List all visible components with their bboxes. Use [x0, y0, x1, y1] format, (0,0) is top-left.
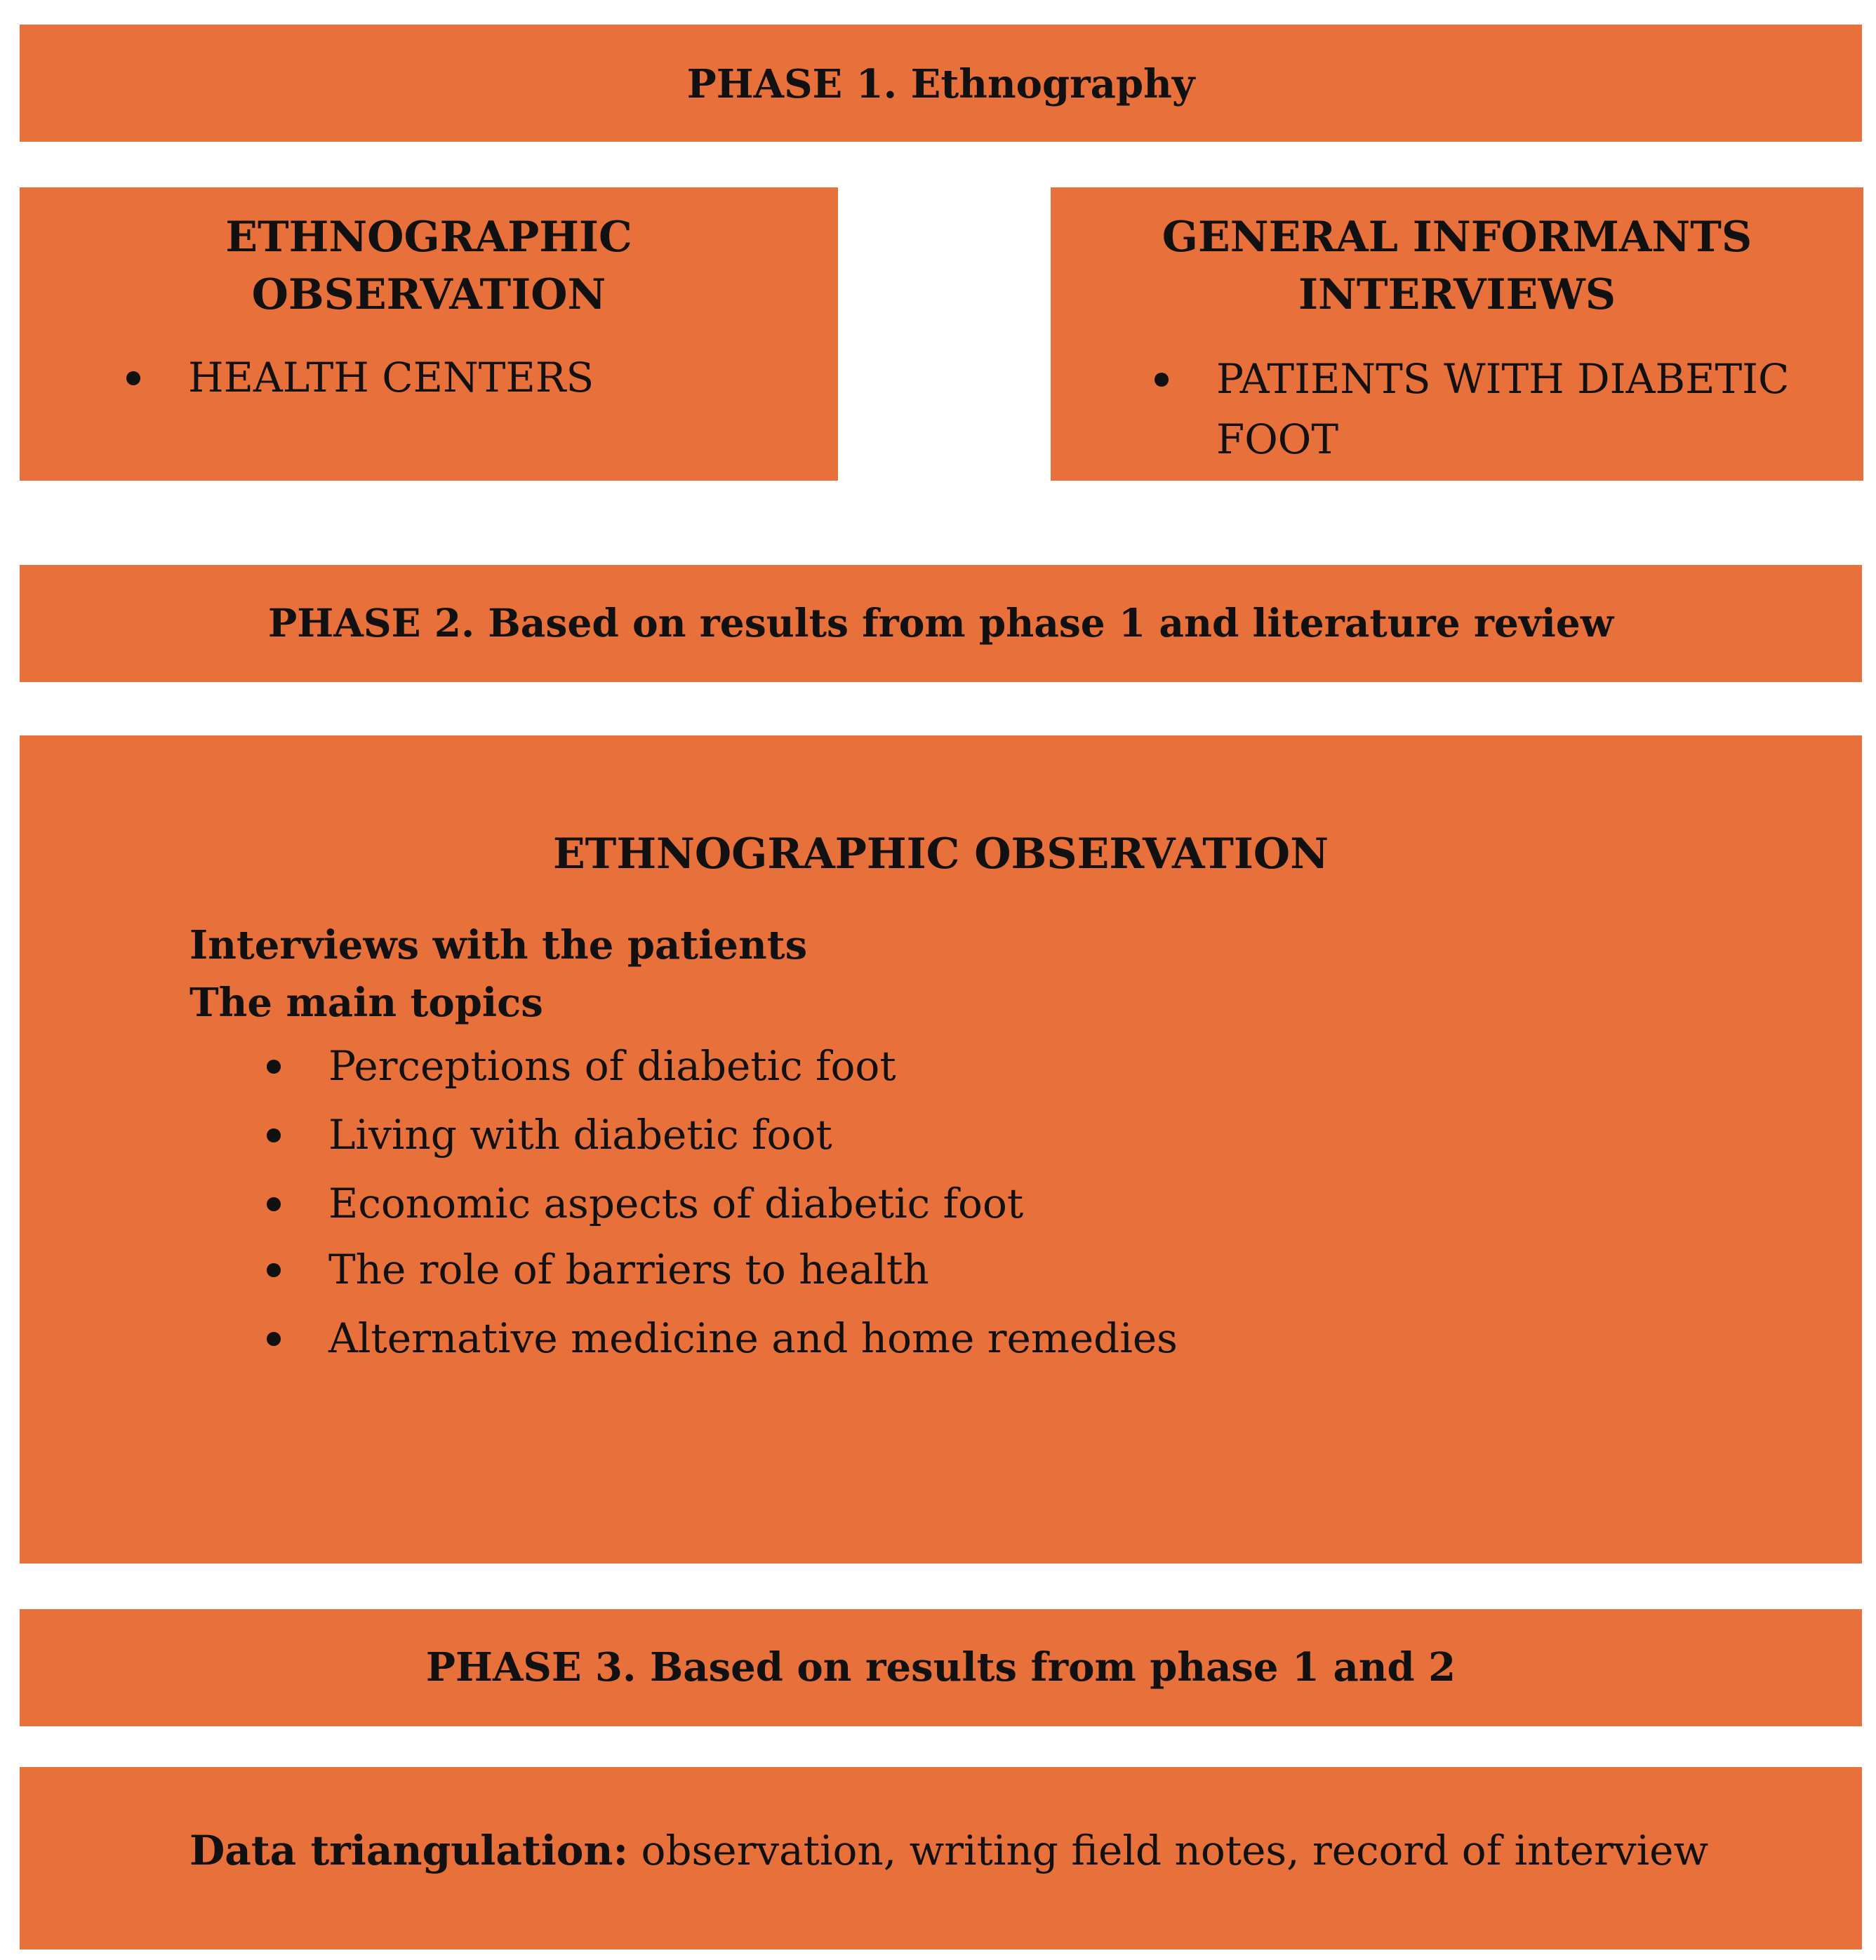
phase3-title: PHASE 3. Based on results from phase 1 and 2 — [425, 1644, 1456, 1691]
topic-living: Living with diabetic foot — [328, 1111, 832, 1159]
bullet-icon — [267, 1263, 281, 1277]
patients-diabetic-foot-line2: FOOT — [1216, 415, 1339, 463]
list-item — [328, 1037, 896, 1095]
bullet-icon — [267, 1197, 281, 1211]
phase1-title: PHASE 1. Ethnography — [686, 61, 1195, 107]
phase1-ethnographic-observation-box — [20, 187, 838, 481]
list-item — [1216, 349, 1848, 469]
bullet-icon — [267, 1128, 281, 1142]
list-item — [328, 1241, 929, 1298]
main-topics-subtitle: The main topics — [189, 980, 543, 1026]
topic-economic: Economic aspects of diabetic foot — [328, 1180, 1024, 1227]
data-triangulation-label: Data triangulation: — [189, 1827, 629, 1874]
phase2-box-title: ETHNOGRAPHIC OBSERVATION — [552, 829, 1329, 879]
bullet-icon — [1155, 373, 1169, 387]
phase2-header-box — [20, 565, 1862, 682]
bullet-icon — [126, 371, 140, 385]
ethnographic-observation-title-line2: OBSERVATION — [251, 270, 606, 319]
patients-diabetic-foot-line1: PATIENTS WITH DIABETIC — [1216, 355, 1790, 403]
bullet-icon — [267, 1060, 281, 1074]
phase1-general-informants-box — [1051, 187, 1863, 481]
topic-alternative-medicine: Alternative medicine and home remedies — [328, 1314, 1178, 1362]
interviews-subtitle: Interviews with the patients — [189, 922, 808, 968]
phase2-title: PHASE 2. Based on results from phase 1 and literature review — [267, 600, 1614, 646]
ethnographic-observation-title-line1: ETHNOGRAPHIC — [225, 213, 632, 262]
health-centers-label: HEALTH CENTERS — [188, 354, 594, 401]
general-informants-title-line2: INTERVIEWS — [1298, 270, 1616, 319]
topic-perceptions: Perceptions of diabetic foot — [328, 1042, 896, 1090]
data-triangulation-box — [20, 1767, 1862, 1949]
list-item — [328, 1106, 832, 1164]
data-triangulation-text — [189, 1822, 1708, 1879]
topic-barriers: The role of barriers to health — [328, 1246, 929, 1293]
bullet-icon — [267, 1332, 281, 1346]
phase2-ethnographic-observation-box — [20, 735, 1862, 1564]
list-item — [188, 349, 594, 406]
phase1-header-box — [20, 25, 1862, 142]
general-informants-title-line1: GENERAL INFORMANTS — [1162, 213, 1752, 262]
data-triangulation-methods: observation, writing field notes, record of interview — [628, 1827, 1709, 1874]
list-item — [328, 1309, 1178, 1367]
list-item — [328, 1175, 1023, 1232]
phase3-header-box — [20, 1609, 1862, 1726]
